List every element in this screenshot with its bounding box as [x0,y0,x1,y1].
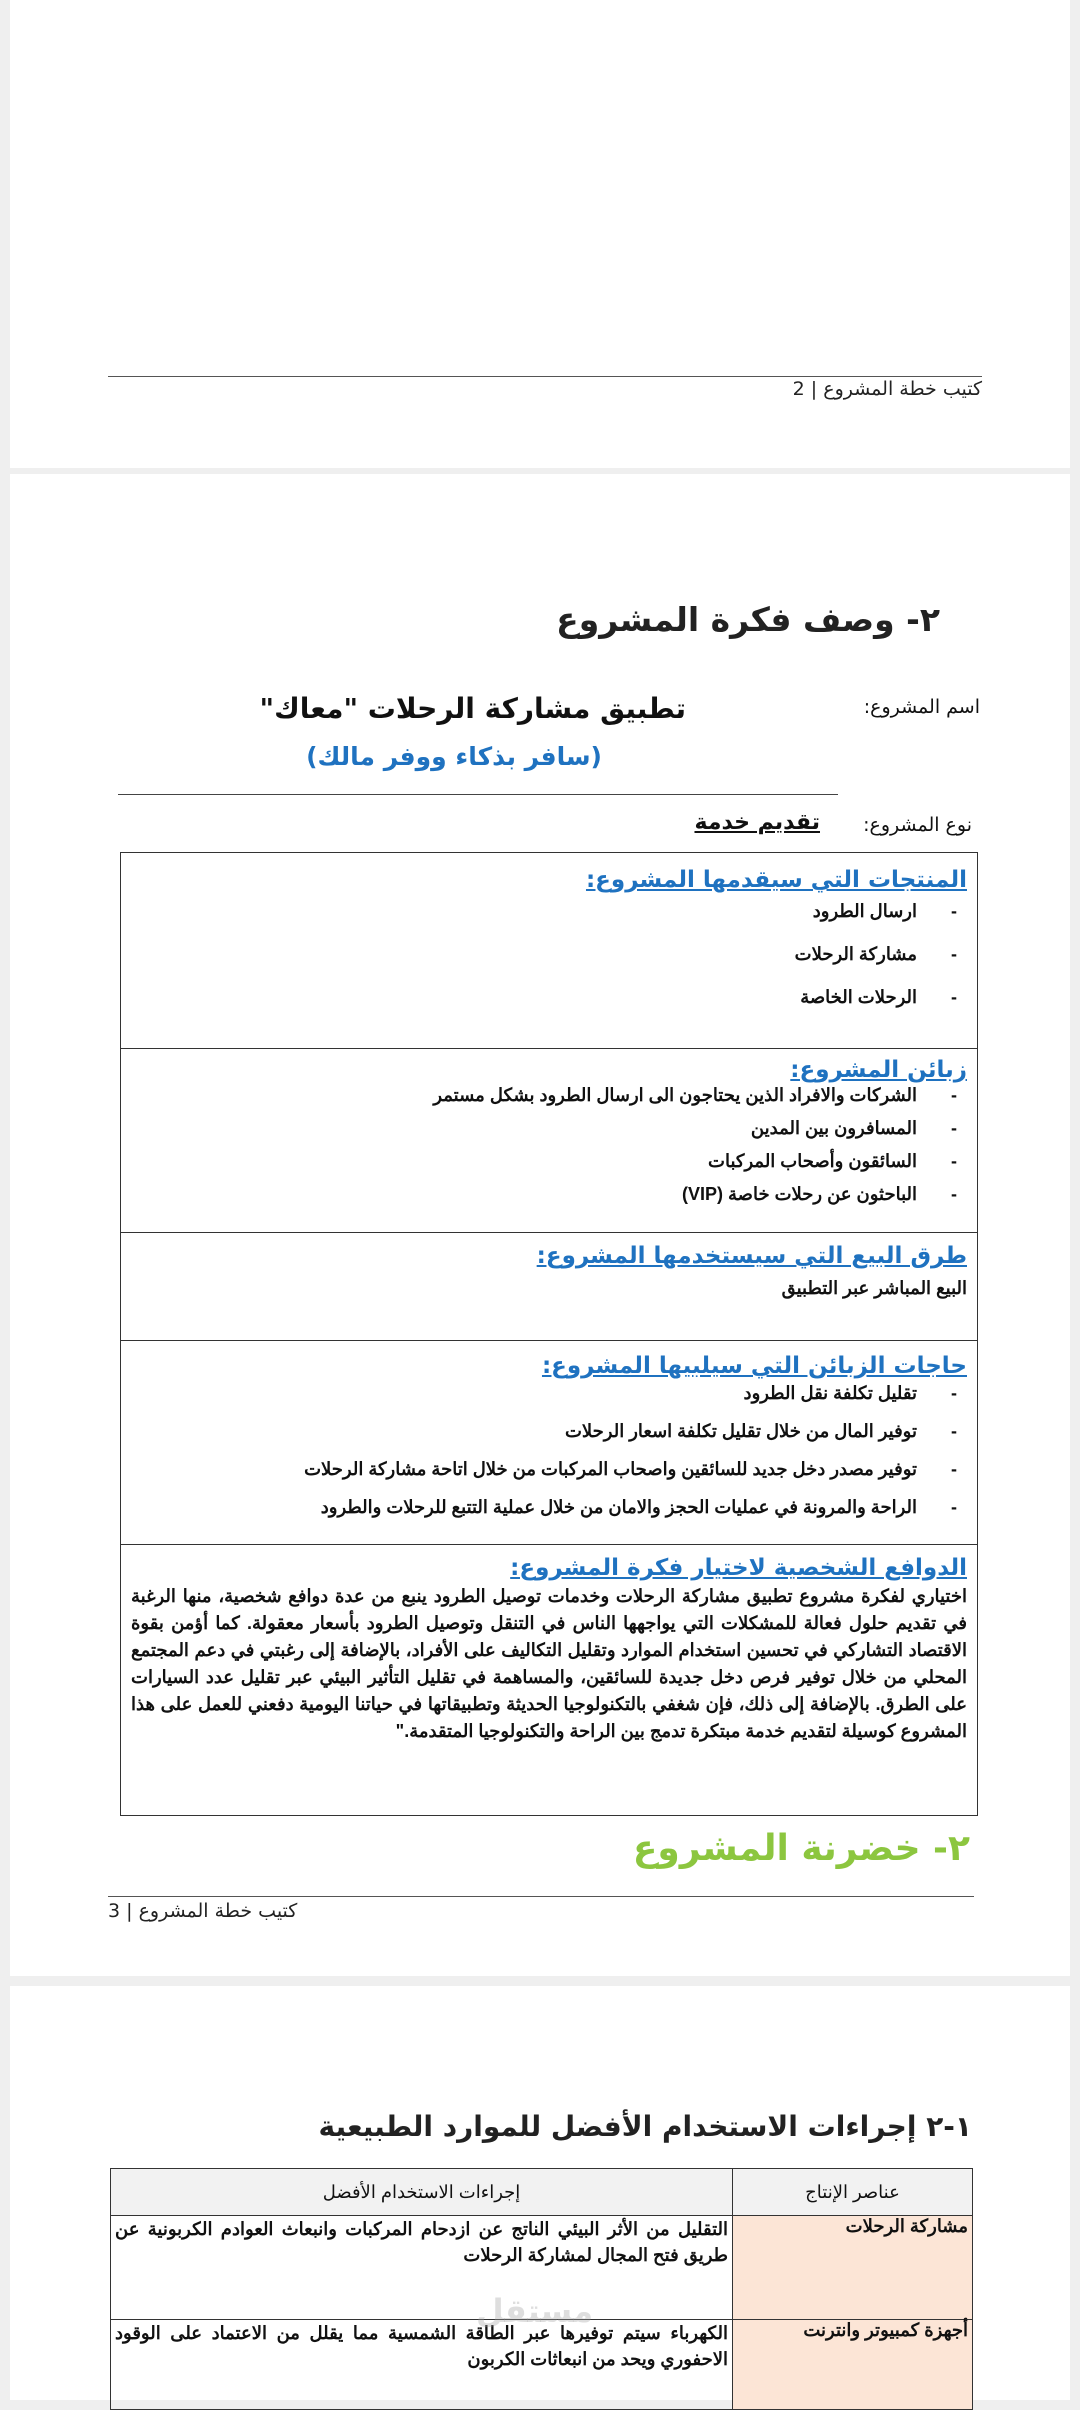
needs-heading: حاجات الزبائن التي سيلبيها المشروع: [541,1353,967,1379]
motives-paragraph: اختياري لفكرة مشروع تطبيق مشاركة الرحلات وخدمات توصيل الطرود ينبع من عدة دوافع شخصية، منها الرغبة في تقديم حلول فعالة للمشكلات التي يواجهها الناس في التنقل وتوصيل الطرود بأسعار معقولة. كما أؤمن بقوة الاقتصاد التشاركي في تحسين استخدام الموارد وتقليل التكاليف على الأفراد، بالإضافة إلى رغبتي في دعم المجتمع المحلي من خلال توفير فرص دخل جديدة للسائقين، والمساهمة في تقليل التأثير البيئي عبر تقليل عدد السيارات على الطرق. بالإضافة إلى ذلك، فإن شغفي بالتكنولوجيا الحديثة وتطبيقاتها في حياتنا اليومية دفعني للعمل على هذا المشروع كوسيلة لتقديم خدمة مبتكرة تدمج بين الراحة والتكنولوجيا المتقدمة." [131,1586,967,1741]
resources-table [110,2168,973,2410]
procedure-cell: الكهرباء سيتم توفيرها عبر الطاقة الشمسية مما يقلل من الاعتماد على الوقود الاحفوري ويحد من انبعاثات الكربون [111,2320,733,2410]
table-row [111,2320,973,2410]
green-section-title: ٢- خضرنة المشروع [632,1828,970,1869]
motives-cell [121,1545,977,1815]
list-item: - تقليل تكلفة نقل الطرود [131,1383,957,1421]
products-list [131,901,967,1030]
needs-cell [121,1341,977,1545]
customers-heading: زبائن المشروع: [790,1057,967,1083]
page-2 [10,0,1070,468]
sales-cell [121,1233,977,1341]
project-info-table [120,852,978,1816]
project-name-label: اسم المشروع: [863,696,980,718]
table-header-row [111,2169,973,2216]
list-item: - الباحثون عن رحلات خاصة (VIP) [131,1184,957,1217]
project-type-label: نوع المشروع: [863,814,972,836]
element-cell: أجهزة كمبيوتر وانترنت [733,2320,973,2410]
motives-heading: الدوافع الشخصية لاختيار فكرة المشروع: [510,1555,967,1581]
element-cell: مشاركة الرحلات [733,2216,973,2320]
customers-list [131,1085,967,1217]
column-header: إجراءات الاستخدام الأفضل [111,2169,733,2216]
list-item: - توفير مصدر دخل جديد للسائقين واصحاب المركبات من خلال اتاحة مشاركة الرحلات [131,1459,957,1497]
project-type: تقديم خدمة [694,810,820,835]
section-title: ١-٢ إجراءات الاستخدام الأفضل للموارد الطبيعية [318,2110,972,2143]
list-item: - الرحلات الخاصة [131,987,957,1030]
page-footer: كتيب خطة المشروع | 3 [108,1900,298,1922]
sales-text: البيع المباشر عبر التطبيق [781,1278,967,1298]
section-title: ٢- وصف فكرة المشروع [556,600,940,639]
procedure-cell: التقليل من الأثر البيئي الناتج عن ازدحام المركبات وانبعاث العوادم الكربونية عن طريق فتح المجال لمشاركة الرحلات [111,2216,733,2320]
list-item: - الراحة والمرونة في عمليات الحجز والامان من خلال عملية التتبع للرحلات والطرود [131,1497,957,1535]
project-slogan: (سافر بذكاء ووفر مالك) [306,742,602,771]
footer-divider [108,1896,974,1897]
list-item: - الشركات والافراد الذين يحتاجون الى ارسال الطرود بشكل مستمر [131,1085,957,1118]
page-footer: كتيب خطة المشروع | 2 [792,378,982,400]
list-item: - السائقون وأصحاب المركبات [131,1151,957,1184]
needs-list [131,1383,967,1535]
list-item: - المسافرون بين المدين [131,1118,957,1151]
name-underline [118,794,838,795]
project-name: تطبيق مشاركة الرحلات "معاك" [259,692,686,725]
column-header: عناصر الإنتاج [733,2169,973,2216]
watermark: مستقل [476,2292,594,2330]
products-cell [121,853,977,1049]
list-item: - توفير المال من خلال تقليل تكلفة اسعار الرحلات [131,1421,957,1459]
list-item: - ارسال الطرود [131,901,957,944]
customers-cell [121,1049,977,1233]
sales-heading: طرق البيع التي سيستخدمها المشروع: [536,1243,967,1269]
footer-divider [108,376,982,377]
list-item: - مشاركة الرحلات [131,944,957,987]
products-heading: المنتجات التي سيقدمها المشروع: [585,867,967,893]
